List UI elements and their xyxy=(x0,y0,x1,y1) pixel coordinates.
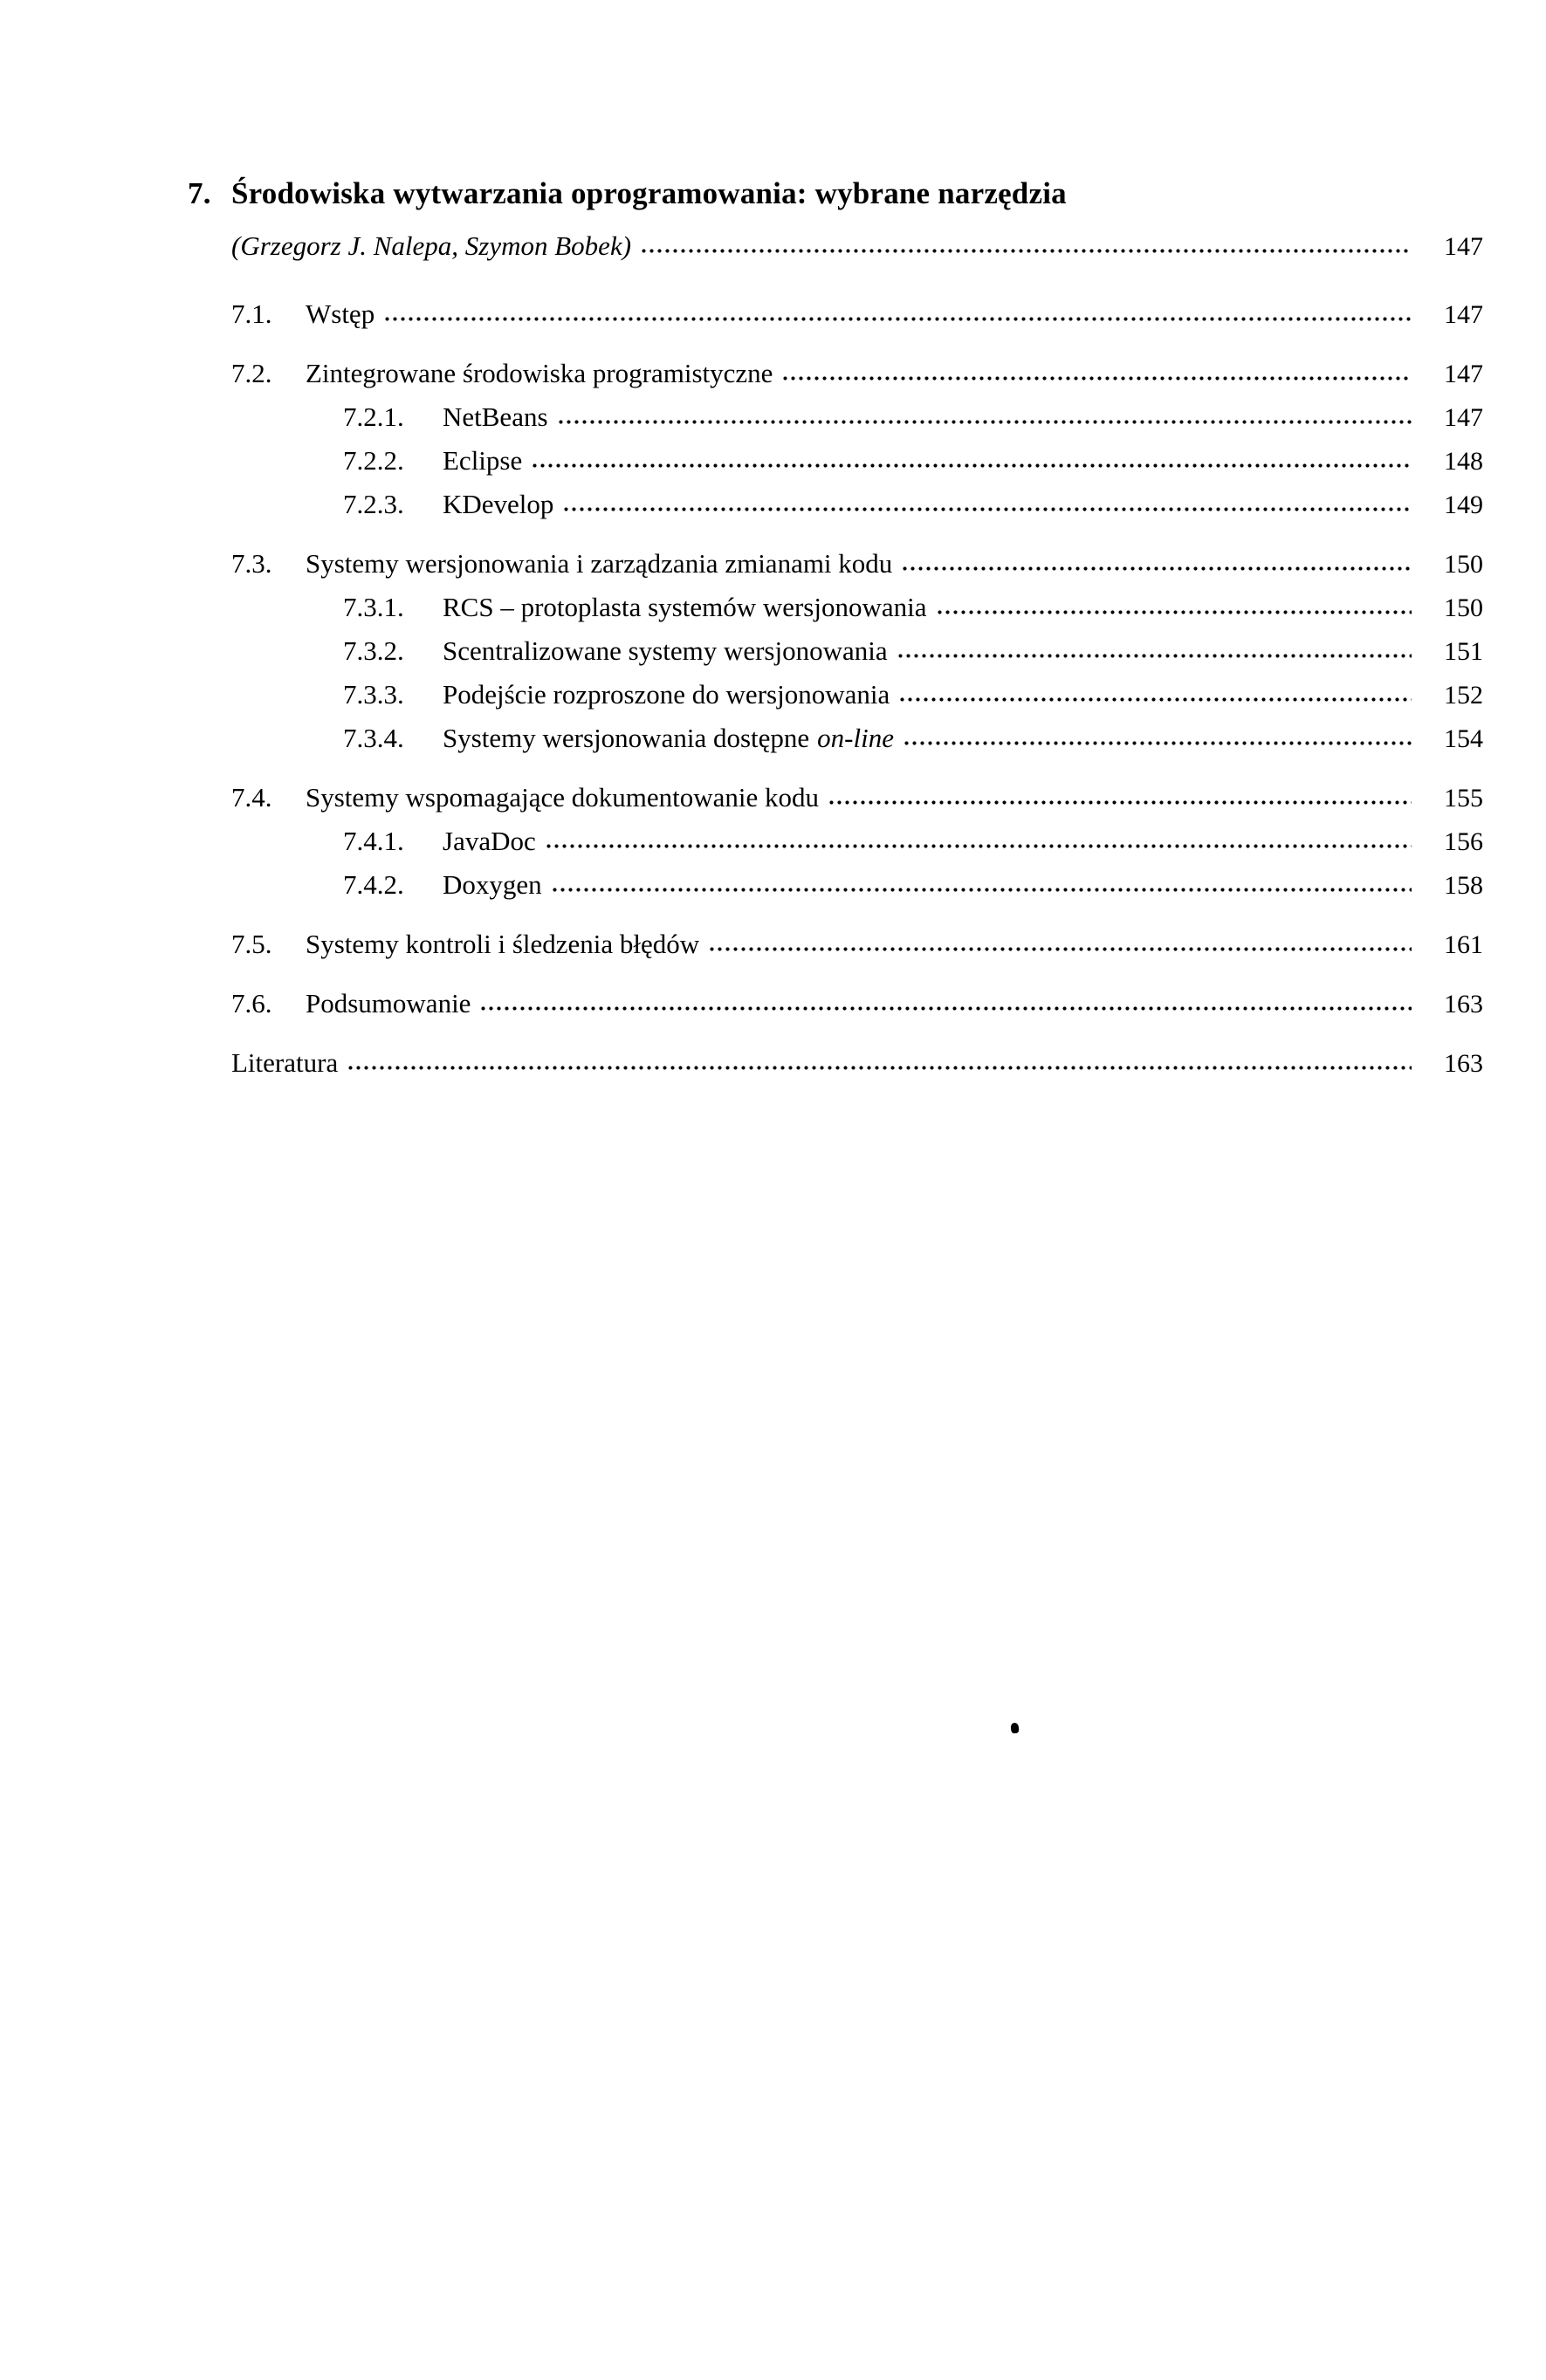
dot-leader xyxy=(936,610,1412,616)
toc-entry-number: 7.4. xyxy=(231,782,272,813)
toc-entries xyxy=(0,292,1546,1085)
toc-entry-number: 7.5. xyxy=(231,929,272,959)
table-of-contents xyxy=(0,171,1546,1085)
page-number: 161 xyxy=(1444,930,1483,959)
dot-leader xyxy=(898,697,1412,703)
toc-entry xyxy=(0,982,1546,1025)
dot-leader xyxy=(903,741,1412,747)
toc-entry-number: 7.2.1. xyxy=(343,401,404,432)
toc-entry-number: 7.6. xyxy=(231,988,272,1019)
dot-leader xyxy=(901,566,1412,573)
dot-leader xyxy=(545,844,1412,850)
chapter-title: Środowiska wytwarzania oprogramowania: wybrane narzędzia xyxy=(231,176,1067,210)
chapter-authors: (Grzegorz J. Nalepa, Szymon Bobek) xyxy=(231,230,632,261)
page-number: 147 xyxy=(1444,360,1483,388)
page-number: 147 xyxy=(1444,403,1483,432)
toc-entry xyxy=(0,1041,1546,1085)
dot-leader xyxy=(828,800,1412,806)
dot-leader xyxy=(557,420,1412,426)
toc-entry-number: 7.2. xyxy=(231,358,272,388)
toc-entry-title: JavaDoc xyxy=(443,826,536,856)
toc-entry-number: 7.1. xyxy=(231,298,272,329)
dot-leader xyxy=(531,463,1412,470)
page-number: 158 xyxy=(1444,871,1483,900)
toc-entry-number: 7.3.4. xyxy=(343,723,404,753)
toc-entry-number: 7.3.1. xyxy=(343,592,404,622)
toc-entry xyxy=(0,395,1546,439)
toc-entry-title: Wstęp xyxy=(306,298,375,329)
toc-entry xyxy=(0,923,1546,966)
page-number: 155 xyxy=(1444,784,1483,813)
page-number: 147 xyxy=(1444,300,1483,329)
toc-entry-number: 7.4.1. xyxy=(343,826,404,856)
page-number: 154 xyxy=(1444,724,1483,753)
page-number: 152 xyxy=(1444,681,1483,710)
toc-entry-number: 7.2.3. xyxy=(343,489,404,519)
toc-entry-title: Systemy wspomagające dokumentowanie kodu xyxy=(306,782,820,813)
toc-entry xyxy=(0,863,1546,907)
toc-entry-title: Podsumowanie xyxy=(306,988,471,1019)
toc-entry-number: 7.2.2. xyxy=(343,445,404,476)
dot-leader xyxy=(562,507,1412,513)
toc-entry xyxy=(0,292,1546,336)
page-number: 151 xyxy=(1444,637,1483,666)
toc-entry-title: Systemy wersjonowania dostępne xyxy=(443,723,810,753)
toc-entry-title-italic: on-line xyxy=(817,723,894,753)
page-number: 150 xyxy=(1444,593,1483,622)
toc-entry xyxy=(0,586,1546,629)
ink-speck xyxy=(1010,1723,1019,1734)
chapter-heading xyxy=(0,171,1546,216)
toc-entry xyxy=(0,673,1546,717)
toc-entry-number: 7.3. xyxy=(231,548,272,579)
dot-leader xyxy=(708,947,1412,953)
toc-entry xyxy=(0,352,1546,395)
page-number: 148 xyxy=(1444,447,1483,476)
chapter-author-row xyxy=(0,223,1546,270)
toc-entry-title: KDevelop xyxy=(443,489,554,519)
dot-leader xyxy=(347,1066,1412,1072)
dot-leader xyxy=(383,317,1412,323)
dot-leader xyxy=(781,376,1412,382)
toc-entry-title: RCS – protoplasta systemów wersjonowania xyxy=(443,592,927,622)
toc-entry-title: Zintegrowane środowiska programistyczne xyxy=(306,358,773,388)
toc-entry-number: 7.3.3. xyxy=(343,679,404,710)
page-number: 149 xyxy=(1444,490,1483,519)
toc-entry xyxy=(0,717,1546,760)
toc-entry-title: Doxygen xyxy=(443,869,542,900)
toc-entry-number: 7.3.2. xyxy=(343,635,404,666)
chapter-number: 7. xyxy=(188,176,211,210)
page-number: 163 xyxy=(1444,990,1483,1019)
toc-entry-title: Eclipse xyxy=(443,445,523,476)
dot-leader xyxy=(551,888,1412,894)
toc-entry-title: Scentralizowane systemy wersjonowania xyxy=(443,635,888,666)
toc-entry-title: Systemy kontroli i śledzenia błędów xyxy=(306,929,700,959)
dot-leader xyxy=(479,1006,1412,1012)
page-number: 163 xyxy=(1444,1049,1483,1078)
toc-entry xyxy=(0,776,1546,820)
page-number: 147 xyxy=(1444,232,1483,261)
page-number: 150 xyxy=(1444,550,1483,579)
toc-entry-title: NetBeans xyxy=(443,401,548,432)
toc-entry xyxy=(0,820,1546,863)
toc-entry-title: Systemy wersjonowania i zarządzania zmianami kodu xyxy=(306,548,893,579)
toc-entry xyxy=(0,439,1546,483)
dot-leader xyxy=(640,249,1412,255)
toc-entry-title: Podejście rozproszone do wersjonowania xyxy=(443,679,890,710)
page-number: 156 xyxy=(1444,827,1483,856)
dot-leader xyxy=(897,654,1412,660)
toc-entry xyxy=(0,483,1546,526)
toc-entry xyxy=(0,542,1546,586)
toc-entry-number: 7.4.2. xyxy=(343,869,404,900)
toc-entry-title: Literatura xyxy=(231,1047,339,1078)
toc-entry xyxy=(0,629,1546,673)
